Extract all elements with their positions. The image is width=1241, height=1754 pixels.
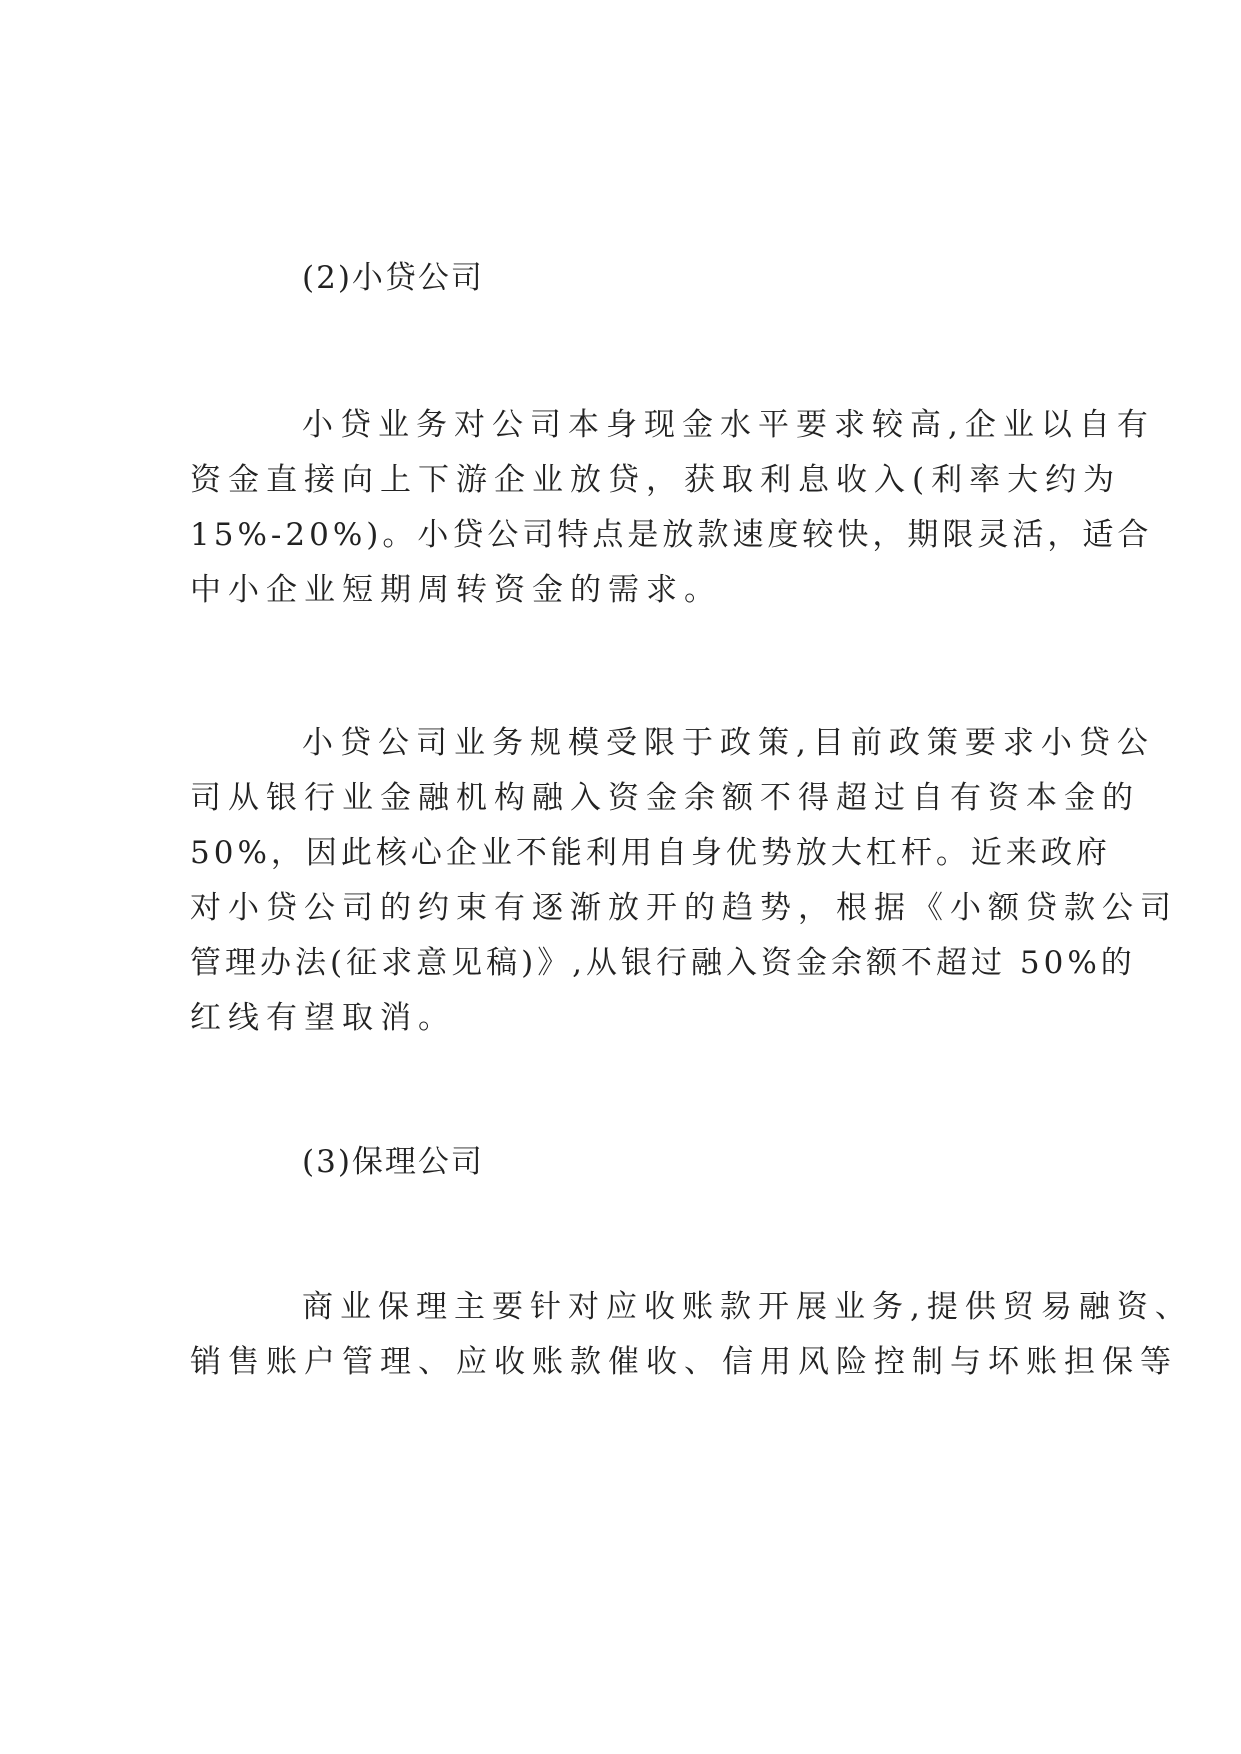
paragraph-line: 司从银行业金融机构融入资金余额不得超过自有资本金的 bbox=[190, 780, 1140, 816]
section-heading-factoring: (3)保理公司 bbox=[302, 1144, 484, 1180]
paragraph-small-loan-policy bbox=[190, 716, 1178, 1046]
paragraph-line: 对小贷公司的约束有逐渐放开的趋势，根据《小额贷款公司 bbox=[190, 890, 1178, 926]
paragraph-line: 小贷业务对公司本身现金水平要求较高,企业以自有 bbox=[302, 407, 1155, 443]
paragraph-factoring-business bbox=[190, 1280, 1193, 1390]
paragraph-line: 15%-20%)。小贷公司特点是放款速度较快，期限灵活，适合 bbox=[190, 517, 1153, 553]
paragraph-line: 商业保理主要针对应收账款开展业务,提供贸易融资、 bbox=[302, 1289, 1193, 1325]
paragraph-line: 中小企业短期周转资金的需求。 bbox=[190, 572, 722, 608]
paragraph-line: 资金直接向上下游企业放贷，获取利息收入(利率大约为 bbox=[190, 462, 1122, 498]
paragraph-small-loan-business bbox=[190, 398, 1155, 618]
section-heading-small-loan: (2)小贷公司 bbox=[302, 260, 484, 296]
paragraph-line: 50%，因此核心企业不能利用自身优势放大杠杆。近来政府 bbox=[190, 835, 1111, 871]
paragraph-line: 管理办法(征求意见稿)》,从银行融入资金余额不超过 50%的 bbox=[190, 945, 1136, 981]
paragraph-line: 销售账户管理、应收账款催收、信用风险控制与坏账担保等 bbox=[190, 1344, 1178, 1380]
paragraph-line: 小贷公司业务规模受限于政策,目前政策要求小贷公 bbox=[302, 725, 1155, 761]
paragraph-line: 红线有望取消。 bbox=[190, 1000, 456, 1036]
